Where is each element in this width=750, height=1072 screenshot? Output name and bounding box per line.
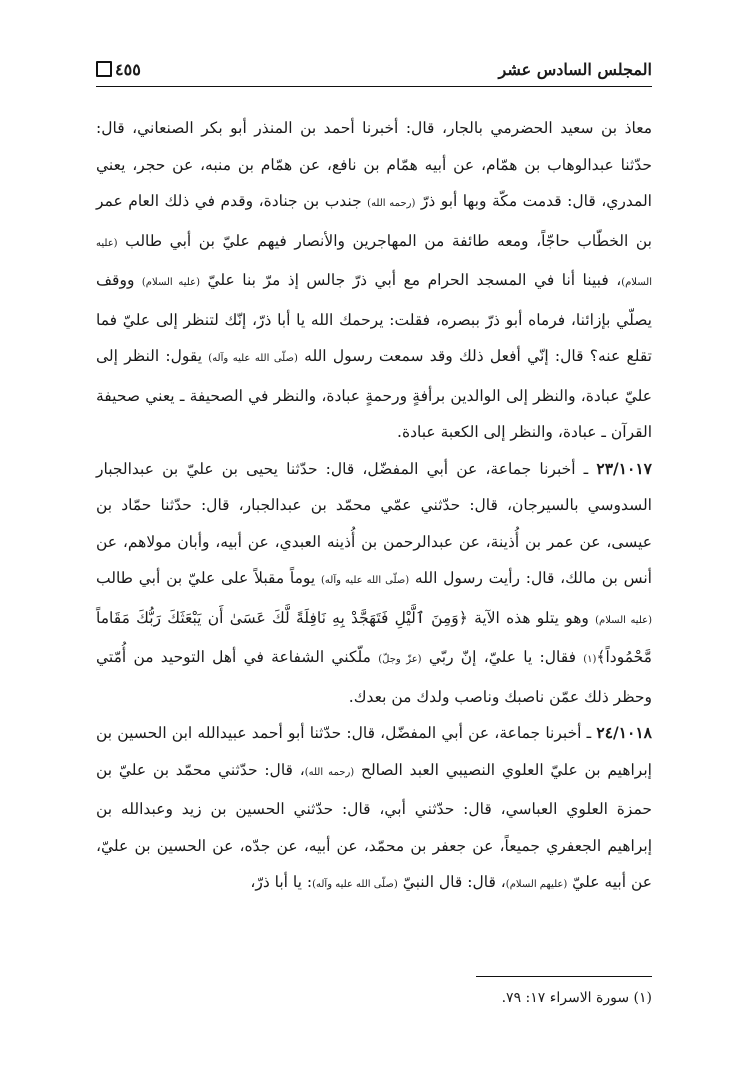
text-run: معاذ بن سعيد الحضرمي بالجار، قال: أخبرنا أحمد بن المنذر أبو بكر الصنعاني، قال: حدّثنا عبدالوهاب بن همّام، عن أبيه همّام بن نافع، عن همّام بن منبه، عن حجر، يعني المدري، قال: قدمت مكّة وبها أبو ذرّ <box>96 119 652 210</box>
text-run: ملّكني الشفاعة في أهل التوحيد من أُمّتي وحظر ذلك عمّن ناصبك وناصب ولدك من بعدك. <box>96 648 652 706</box>
honorific: (عليه السلام) <box>96 237 653 288</box>
text-run: ـ أخبرنا جماعة، عن أبي المفضّل، قال: حدّثنا أبو أحمد عبيدالله ابن الحسين بن إبراهيم بن عليّ العلوي النصيبي العبد الصالح <box>96 724 652 779</box>
paragraph <box>96 451 652 716</box>
text-run: يوماً مقبلاً على عليّ بن أبي طالب <box>96 569 322 587</box>
text-run: ، فبينا أنا في المسجد الحرام مع أبي ذرّ جالس إذ مرّ بنا عليّ <box>200 271 622 289</box>
honorific: (رحمه الله) <box>304 766 355 778</box>
text-run: ووقف يصلّي بإزائنا، فرماه أبو ذرّ ببصره، فقلت: يرحمك الله يا أبا ذرّ، إنّك لتنظر إلى عليّ فما تقلع عنه؟ قال: إنّي أفعل ذلك وقد سمعت رسول الله <box>96 271 652 365</box>
honorific: (صلّى الله عليه وآله) <box>321 575 410 586</box>
text-run: ، قال: حدّثني محمّد بن عليّ بن حمزة العلوي العباسي، قال: حدّثني أبي، قال: حدّثني الحسين بن زيد وعبدالله بن إبراهيم الجعفري جميعاً، عن جعفر بن محمّد، عن أبيه، عن جدّه، عن الحسين بن عليّ، عن أبيه عليّ <box>96 760 652 891</box>
text-run: ، قال: قال النبيّ <box>397 873 506 891</box>
page-number-value: ٤٥٥ <box>115 59 141 79</box>
square-icon <box>96 61 112 77</box>
page-number <box>96 60 141 79</box>
honorific: (عليه السلام) <box>141 277 200 288</box>
paragraph <box>96 715 652 904</box>
honorific: (١) <box>583 654 597 665</box>
footnote-divider <box>476 976 652 977</box>
chapter-title: المجلس السادس عشر <box>498 59 652 79</box>
honorific: (رحمه الله) <box>367 198 416 209</box>
text-run: وهو يتلو هذه الآية ﴿وَمِنَ ٱلَّيْلِ فَتَهَجَّدْ بِهِ نَافِلَةً لَّكَ عَسَىٰ أَن يَبْعَثَكَ رَبُّكَ مَقَاماً مَّحْمُوداً﴾ <box>96 608 652 666</box>
text-run: ـ أخبرنا جماعة، عن أبي المفضّل، قال: حدّثنا يحيى بن عليّ بن عبدالجبار السدوسي بالسيرجان، قال: حدّثني عمّي محمّد بن عبدالجبار، قال: حدّثنا حمّاد بن عيسى، عن عمر بن أُذينة، عن عبدالرحمن بن أُذينه العبدي، عن أبيه، وأبان مولاهم، عن أنس بن مالك، قال: رأيت رسول الله <box>96 459 652 587</box>
honorific: (عليهم السلام) <box>505 879 568 890</box>
honorific: (صلّى الله عليه وآله) <box>312 879 398 890</box>
hadith-number: ٢٤/١٠١٨ <box>596 723 652 742</box>
text-run: جندب بن جنادة، وقدم في ذلك العام عمر بن الخطّاب حاجّاً، ومعه طائفة من المهاجرين والأنصار فيهم عليّ بن أبي طالب <box>96 192 652 250</box>
paragraph <box>96 110 652 451</box>
body-text <box>96 110 652 904</box>
honorific: (عليه السلام) <box>595 614 653 626</box>
running-header <box>96 52 652 87</box>
hadith-number: ٢٣/١٠١٧ <box>596 458 652 478</box>
honorific: (عزّ وجلّ) <box>378 654 422 665</box>
footnote: (١) سورة الاسراء ١٧: ٧٩. <box>501 990 652 1006</box>
text-run: يقول: النظر إلى عليّ عبادة، والنظر إلى الوالدين برأفةٍ ورحمةٍ عبادة، والنظر في الصحيفة ـ يعني صحيفة القرآن ـ عبادة، والنظر إلى الكعبة عبادة. <box>96 347 652 441</box>
text-run: : يا أبا ذرّ، <box>250 873 313 891</box>
text-run: فقال: يا عليّ، إنّ ربّي <box>421 648 584 666</box>
honorific: (صلّى الله عليه وآله) <box>208 353 298 364</box>
